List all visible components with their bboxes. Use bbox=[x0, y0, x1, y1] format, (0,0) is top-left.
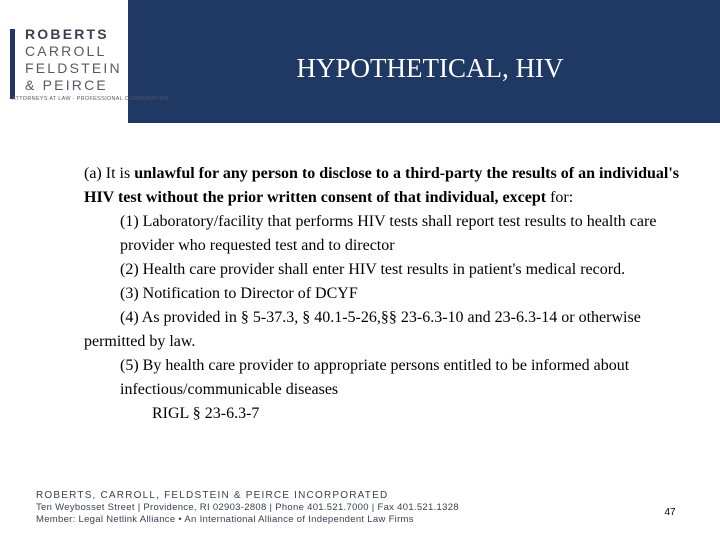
exception-item-5: (5) By health care provider to appropriate persons entitled to be informed about infectious/communicable diseases bbox=[120, 357, 630, 398]
footer bbox=[36, 490, 636, 526]
intro-paragraph bbox=[84, 162, 704, 210]
footer-membership: Member: Legal Netlink Alliance • An International Alliance of Independent Law Firms bbox=[36, 514, 414, 525]
slide-body bbox=[84, 162, 704, 426]
footer-firm-name: ROBERTS, CARROLL, FELDSTEIN & PEIRCE INCORPORATED bbox=[36, 490, 389, 501]
exception-item-1: (1) Laboratory/facility that performs HIV tests shall report test results to health care provider who requested test and to director bbox=[120, 213, 657, 254]
logo-line-feldstein: FELDSTEIN bbox=[25, 60, 122, 76]
exception-item-2: (2) Health care provider shall enter HIV test results in patient's medical record. bbox=[120, 261, 626, 278]
intro-suffix: for: bbox=[546, 189, 574, 206]
logo-accent-bar bbox=[10, 29, 15, 99]
exception-item-4 bbox=[84, 306, 704, 354]
logo-tagline: ATTORNEYS AT LAW · PROFESSIONAL CORPORATION bbox=[12, 96, 169, 102]
footer-address: Ten Weybosset Street | Providence, RI 02903-2808 | Phone 401.521.7000 | Fax 401.521.1328 bbox=[36, 502, 459, 513]
page-number: 47 bbox=[664, 507, 676, 518]
slide-title: HYPOTHETICAL, HIV bbox=[296, 53, 564, 83]
header-banner bbox=[0, 0, 720, 123]
logo-line-carroll: CARROLL bbox=[25, 43, 107, 59]
logo-line-roberts: ROBERTS bbox=[25, 26, 109, 42]
logo-line-peirce: & PEIRCE bbox=[25, 77, 108, 93]
exception-item-4-text: (4) As provided in § 5-37.3, § 40.1-5-26,§§ 23-6.3-10 and 23-6.3-14 or otherwise permitted by law. bbox=[84, 309, 641, 350]
intro-bold: unlawful for any person to disclose to a third-party the results of an individual's HIV test without the prior written consent of that individual, except bbox=[84, 165, 680, 206]
exception-item-3: (3) Notification to Director of DCYF bbox=[120, 285, 358, 302]
statute-citation: RIGL § 23-6.3-7 bbox=[152, 405, 260, 422]
intro-prefix: (a) It is bbox=[84, 165, 135, 182]
firm-logo bbox=[0, 0, 169, 123]
